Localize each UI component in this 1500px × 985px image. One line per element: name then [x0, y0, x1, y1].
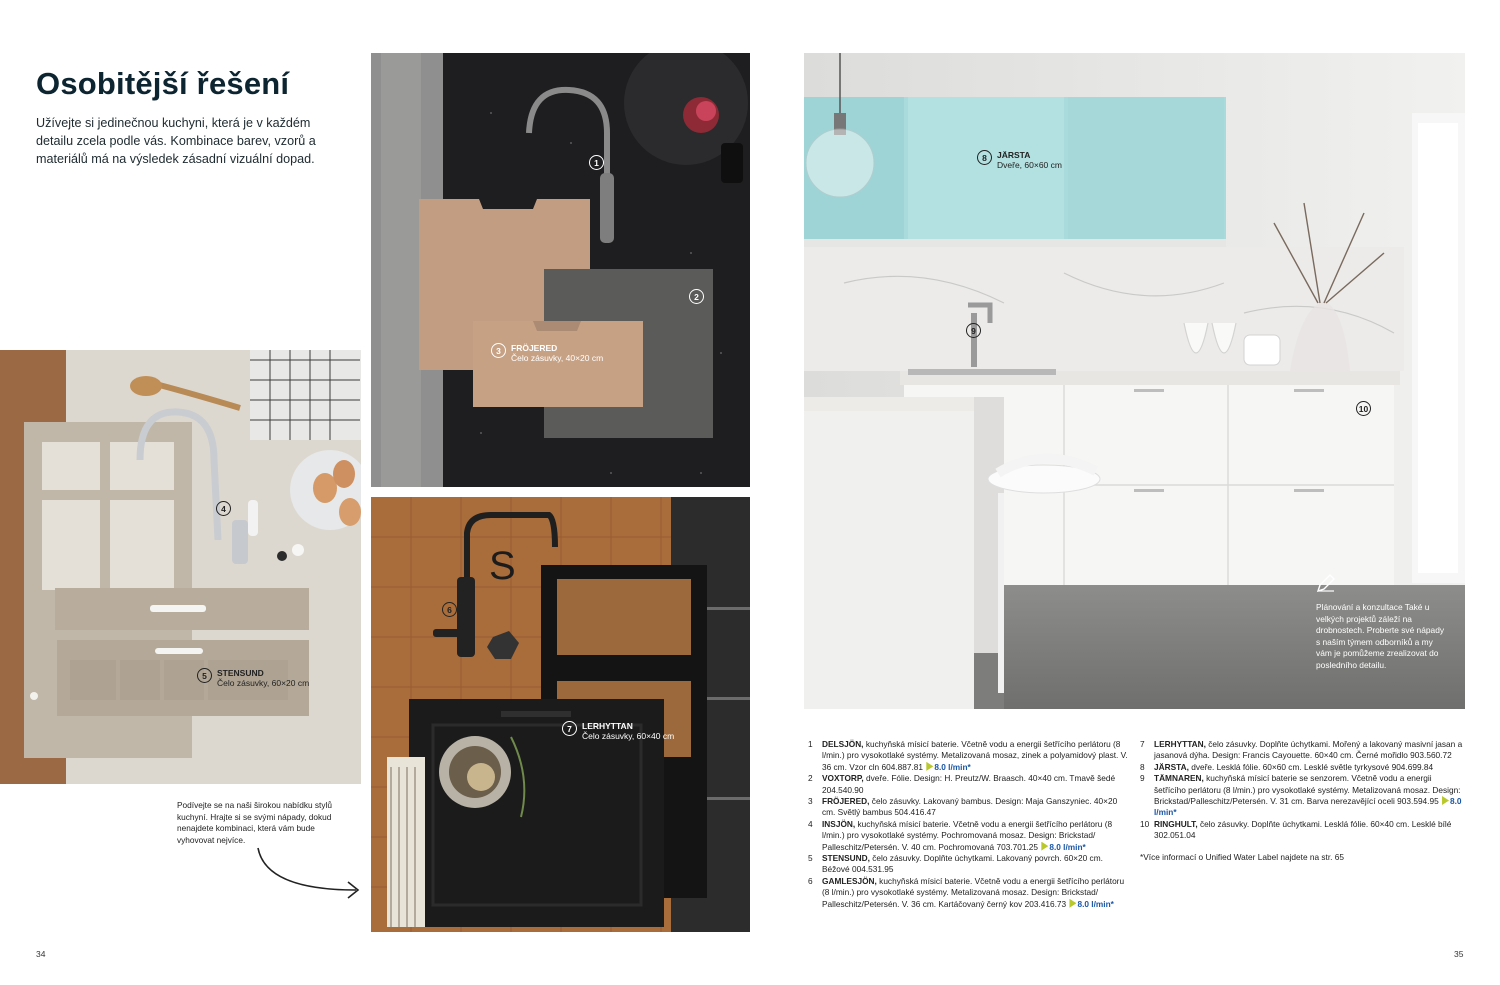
callout-product-desc: Čelo zásuvky, 60×20 cm	[217, 678, 310, 688]
callout-number: 4	[216, 501, 231, 516]
water-label-icon	[1041, 842, 1048, 851]
lerhyttan-flatlay-illustration	[371, 497, 750, 932]
side-note: Podívejte se na naši širokou nabídku stylů kuchyní. Hrajte si se svými nápady, dokud nenajdete kombinaci, která vám bude vyhovovat nejvíce.	[177, 800, 332, 845]
callout-number: 10	[1356, 401, 1371, 416]
callout-number: 5	[197, 668, 212, 683]
product-list-column-1	[808, 739, 1130, 910]
callout-number: 1	[589, 155, 604, 170]
footnote: *Více informací o Unified Water Label najdete na str. 65	[1140, 851, 1344, 862]
callout-product-name: FRÖJERED	[511, 343, 558, 353]
callout-3-frojered	[491, 343, 603, 363]
product-list-column-2	[1140, 739, 1465, 863]
callout-number: 3	[491, 343, 506, 358]
stensund-flatlay-illustration	[0, 350, 361, 784]
callout-product-desc: Čelo zásuvky, 60×40 cm	[582, 731, 675, 741]
callout-9	[966, 323, 981, 338]
planning-note: Plánování a konzultace Také u velkých projektů záleží na drobnostech. Proberte své nápady s naším týmem odborníků a my vám je pomůžeme zrealizovat do posledního detailu.	[1316, 602, 1445, 670]
callout-2	[689, 289, 704, 304]
photo-stensund-flatlay	[0, 350, 361, 784]
callout-4	[216, 501, 231, 516]
pencil-icon	[1316, 571, 1336, 593]
list-item: 6 GAMLESJÖN, kuchyňská mísicí baterie. Včetně vodu a energii šetřícího perlátoru (8 l/min.) pro vysokotlaké systémy. Metalizovaná mosaz. Design: Brickstad/ Palleschitz/Petersén. V. 36 cm. Kartáčovaný černý kov 203.416.73 8.0 l/min*	[808, 875, 1125, 909]
intro-paragraph: Užívejte si jedinečnou kuchyni, která je v každém detailu zcela podle vás. Kombinace barev, vzorů a materiálů má na výsledek zásadní vizuální dopad.	[36, 116, 316, 166]
page-number-left: 34	[36, 949, 46, 959]
callout-6	[442, 602, 457, 617]
callout-1	[589, 155, 604, 170]
callout-8-jarsta	[977, 150, 1062, 170]
list-item: 3 FRÖJERED, čelo zásuvky. Lakovaný bambus. Design: Maja Ganszyniec. 40×20 cm. Světlý bambus 504.416.47	[808, 796, 1118, 818]
callout-7-lerhyttan	[562, 721, 674, 741]
callout-number: 9	[966, 323, 981, 338]
callout-number: 7	[562, 721, 577, 736]
water-label-icon	[926, 762, 933, 771]
list-item: 8 JÄRSTA, dveře. Lesklá fólie. 60×60 cm. Lesklé světle tyrkysové 904.699.84	[1140, 761, 1434, 772]
callout-number: 6	[442, 602, 457, 617]
photo-lerhyttan-flatlay	[371, 497, 750, 932]
callout-5-stensund	[197, 668, 309, 688]
list-item: 5 STENSUND, čelo zásuvky. Doplňte úchytkami. Lakovaný povrch. 60×20 cm. Béžové 004.531.95	[808, 853, 1103, 875]
list-item: 7 LERHYTTAN, čelo zásuvky. Doplňte úchytkami. Mořený a lakovaný masivní jasan a jasanová dýha. Design: Francis Cayouette. 60×40 cm. Černé mořidlo 903.560.72	[1140, 739, 1463, 761]
water-label-icon	[1069, 899, 1076, 908]
list-item: 2 VOXTORP, dveře. Fólie. Design: H. Preutz/W. Braasch. 40×40 cm. Tmavě šedé 204.540.90	[808, 773, 1116, 795]
frojered-flatlay-illustration	[371, 53, 750, 487]
list-item: 9 TÄMNAREN, kuchyňská mísicí baterie se senzorem. Včetně vodu a energii šetřícího perlátoru (8 l/min.) pro vysokotlaké systémy. Metalizovaná mosaz. Design: Brickstad/Palleschitz/Petersén. V. 31 cm. Barva nerezavějící oceli 903.594.95 8.0 l/min*	[1140, 773, 1462, 818]
svg-text:S: S	[489, 544, 516, 588]
list-item: 10 RINGHULT, čelo zásuvky. Doplňte úchytkami. Lesklá fólie. 60×40 cm. Lesklé bílé 302.051.04	[1140, 818, 1452, 841]
callout-number: 8	[977, 150, 992, 165]
callout-product-name: JÄRSTA	[997, 150, 1031, 160]
list-item: 4 INSJÖN, kuchyňská mísicí baterie. Včetně vodu a energii šetřícího perlátoru (8 l/min.) pro vysokotlaké systémy. Pochromovaná mosaz. Design: Brickstad/ Palleschitz/Petersén. V. 40 cm. Pochromovaná 703.701.25 8.0 l/min*	[808, 818, 1113, 852]
callout-10	[1356, 401, 1371, 416]
page-title: Osobitější řešení	[36, 66, 290, 101]
curved-arrow-icon	[252, 846, 364, 906]
callout-product-name: STENSUND	[217, 668, 264, 678]
callout-number: 2	[689, 289, 704, 304]
water-label-icon	[1442, 796, 1449, 805]
photo-frojered-flatlay	[371, 53, 750, 487]
callout-product-name: LERHYTTAN	[582, 721, 633, 731]
callout-product-desc: Dveře, 60×60 cm	[997, 160, 1062, 170]
callout-product-desc: Čelo zásuvky, 40×20 cm	[511, 353, 604, 363]
list-item: 1 DELSJÖN, kuchyňská mísicí baterie. Včetně vodu a energii šetřícího perlátoru (8 l/min.) pro vysokotlaké systémy. Metalizovaná mosaz, zinek a polyamidový plast. V. 36 cm. Vzor cln 604.887.81 8.0 l/min*	[808, 739, 1128, 772]
page-number-right: 35	[1454, 949, 1464, 959]
